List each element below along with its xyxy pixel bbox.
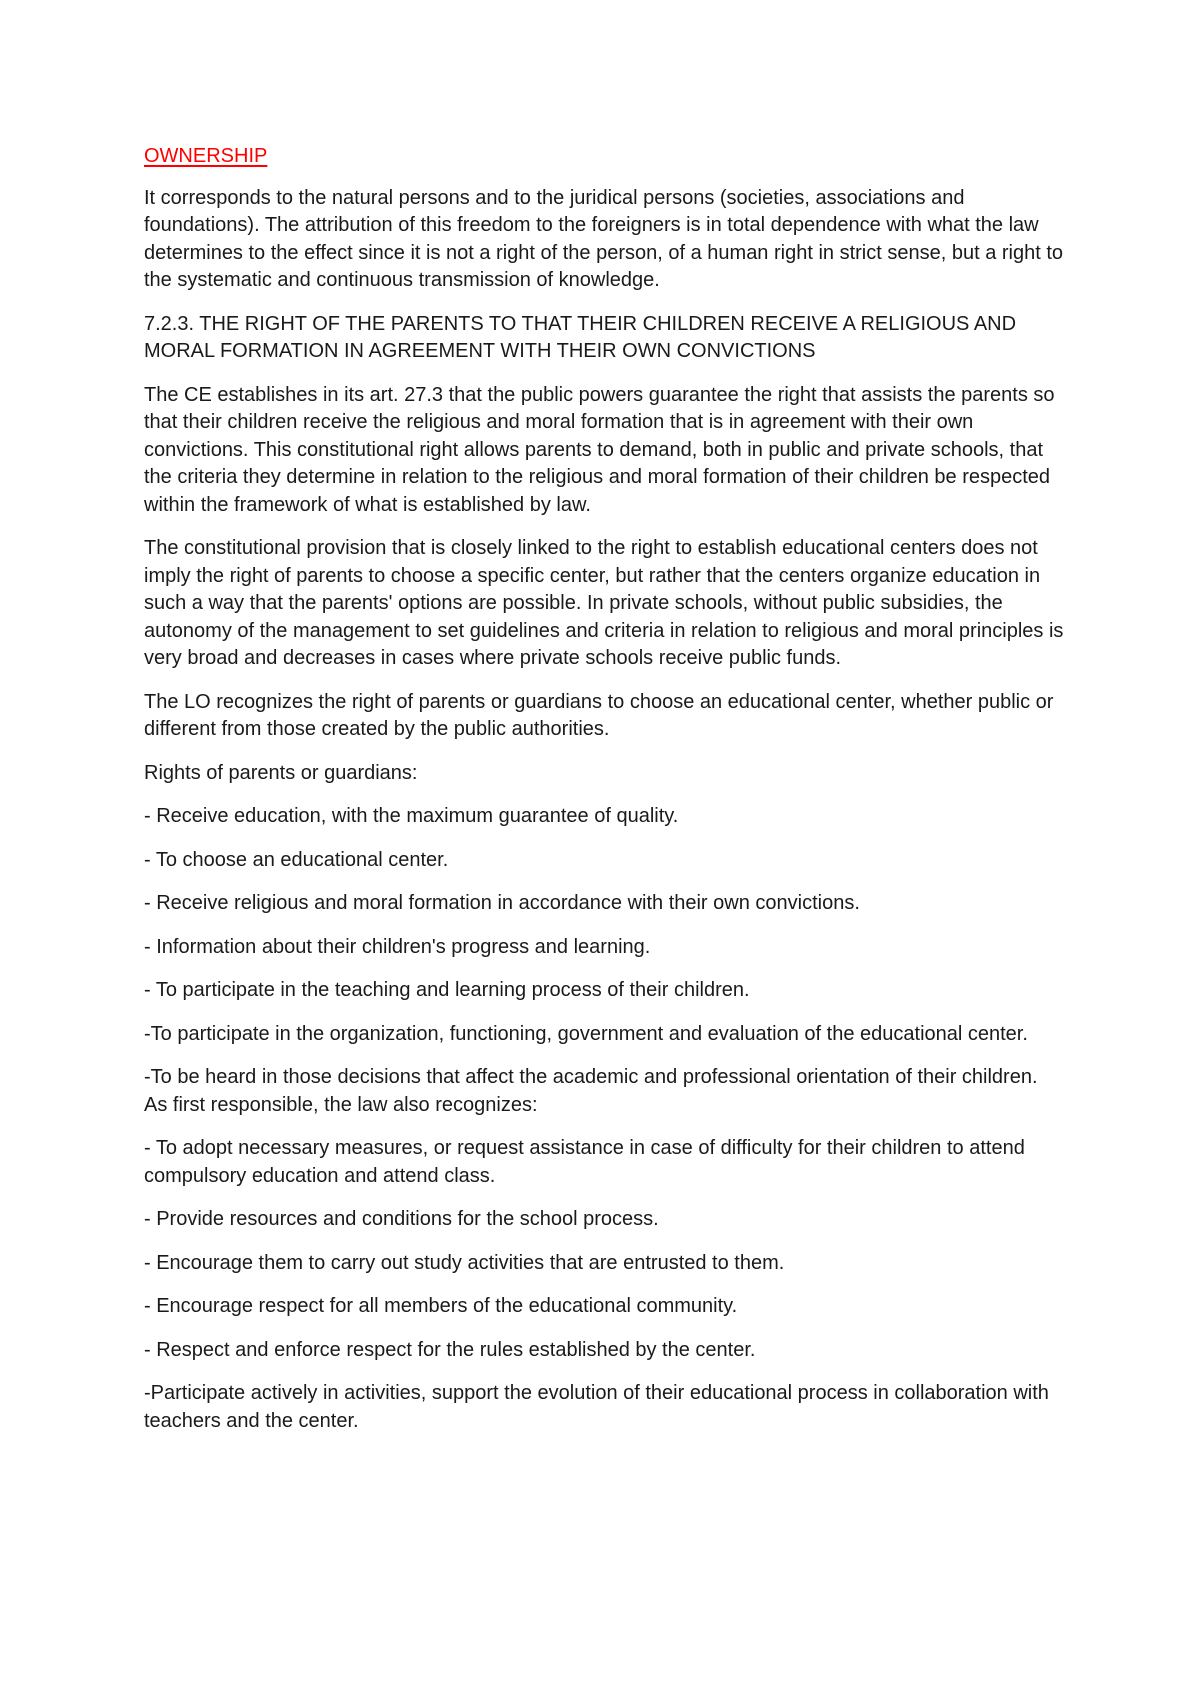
section-title-7-2-3: 7.2.3. THE RIGHT OF THE PARENTS TO THAT THEIR CHILDREN RECEIVE A RELIGIOUS AND MORAL FORMATION IN AGREEMENT WITH THEIR OWN CONVICTIONS (144, 312, 1017, 362)
section-heading-ownership: OWNERSHIP (144, 145, 268, 167)
rights-list (144, 803, 1064, 1435)
list-item: -To be heard in those decisions that affect the academic and professional orientation of their children. As first responsible, the law also recognizes: (144, 1066, 1038, 1116)
list-item: -Participate actively in activities, support the evolution of their educational process in collaboration with teachers and the center. (144, 1382, 1049, 1432)
list-item: - Encourage respect for all members of the educational community. (144, 1295, 738, 1317)
paragraph-constitutional-provision: The constitutional provision that is closely linked to the right to establish educational centers does not imply the right of parents to choose a specific center, but rather that the centers organize education in such a way that the parents' options are possible. In private schools, without public subsidies, the autonomy of the management to set guidelines and criteria in relation to religious and moral principles is very broad and decreases in cases where private schools receive public funds. (144, 537, 1064, 669)
list-item: - Respect and enforce respect for the rules established by the center. (144, 1338, 756, 1361)
list-item: - To choose an educational center. (144, 848, 449, 871)
list-item: - Receive religious and moral formation in accordance with their own convictions. (144, 892, 860, 914)
document-content (144, 143, 1064, 1451)
list-item: - Encourage them to carry out study activities that are entrusted to them. (144, 1251, 785, 1274)
paragraph-ce-article: The CE establishes in its art. 27.3 that the public powers guarantee the right that assists the parents so that their children receive the religious and moral formation that is in agreement with their own convictions. This constitutional right allows parents to demand, both in public and private schools, that the criteria they determine in relation to the religious and moral formation of their children be respected within the framework of what is established by law. (144, 383, 1055, 516)
paragraph-rights-intro: Rights of parents or guardians: (144, 761, 418, 784)
list-item: - To adopt necessary measures, or request assistance in case of difficulty for their children to attend compulsory education and attend class. (144, 1137, 1025, 1187)
list-item: - To participate in the teaching and learning process of their children. (144, 979, 750, 1001)
list-item: - Information about their children's progress and learning. (144, 935, 651, 958)
list-item: -To participate in the organization, functioning, government and evaluation of the educational center. (144, 1022, 1028, 1045)
list-item: - Provide resources and conditions for the school process. (144, 1208, 659, 1230)
list-item: - Receive education, with the maximum guarantee of quality. (144, 805, 679, 827)
paragraph-ownership: It corresponds to the natural persons and to the juridical persons (societies, associations and foundations). The attribution of this freedom to the foreigners is in total dependence with what the law determines to the effect since it is not a right of the person, of a human right in strict sense, but a right to the systematic and continuous transmission of knowledge. (144, 186, 1064, 291)
paragraph-lo-recognizes: The LO recognizes the right of parents or guardians to choose an educational center, whether public or different from those created by the public authorities. (144, 690, 1054, 740)
